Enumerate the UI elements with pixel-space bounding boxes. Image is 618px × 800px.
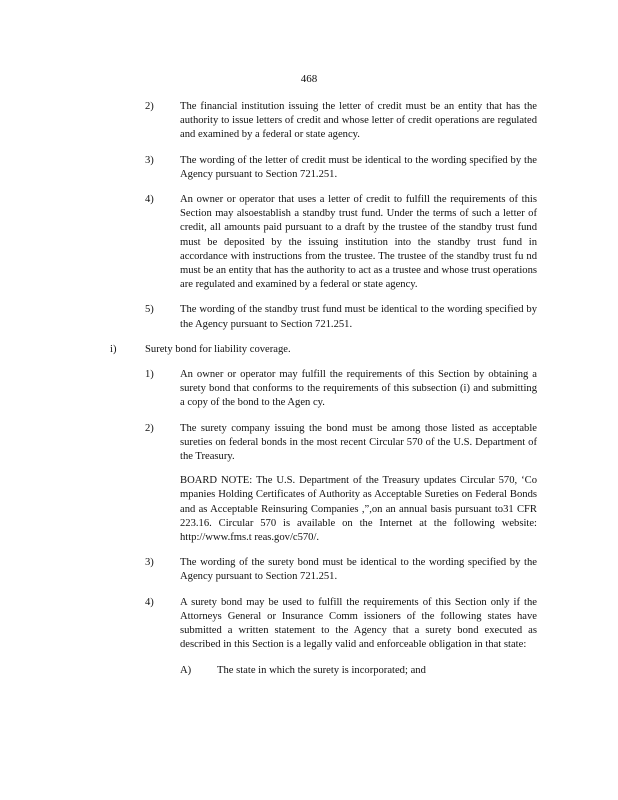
item-number: 1)	[145, 369, 154, 381]
item-text: A surety bond may be used to fulfill the requirements of this Section only if the Attorneys General or Insurance Comm issioners of the following states have submitted a written statement to the Agency that a surety bond executed as described in this Section is a legally valid and enforceable obligation in that state:	[180, 596, 537, 651]
list-item	[0, 596, 618, 653]
item-number: 4)	[145, 194, 154, 206]
section-title: Surety bond for liability coverage.	[145, 343, 291, 355]
item-text: The wording of the surety bond must be identical to the wording specified by the Agency pursuant to Section 721.251.	[180, 557, 537, 583]
item-number: 5)	[145, 304, 154, 316]
sub-item	[0, 664, 618, 678]
list-item	[0, 368, 618, 411]
item-text: The wording of the letter of credit must be identical to the wording specified by the Agency pursuant to Section 721.251.	[180, 154, 537, 180]
item-number: 2)	[145, 101, 154, 112]
item-number: 2)	[145, 422, 154, 434]
sub-item-text: The state in which the surety is incorporated; and	[217, 664, 426, 676]
board-note: BOARD NOTE: The U.S. Department of the Treasury updates Circular 570, ‘Co mpanies Holding Certificates of Authority as Acceptable Sureties on Federal Bonds and as Acceptable Reinsuring Companies ,”,on an annual basis pursuant to31 CFR 223.16. Circular 570 is available on the Internet at the following website: http://www.fms.t reas.gov/c570/.	[180, 475, 537, 544]
list-item	[0, 154, 618, 182]
document-body	[0, 100, 618, 689]
sub-item-letter: A)	[180, 664, 192, 676]
list-item	[0, 422, 618, 546]
list-item	[0, 193, 618, 292]
page-number: 468	[300, 73, 318, 85]
item-text: The financial institution issuing the letter of credit must be an entity that has the authority to issue letters of credit and whose letter of credit operations are regulated and examined by a federal or state agency.	[180, 101, 537, 141]
item-text: An owner or operator that uses a letter of credit to fulfill the requirements of this Section may alsoestablish a standby trust fund. Under the terms of such a letter of credit, all amounts paid pursuant to a draft by the trustee of the standby trust fund must be deposited by the issuing institution into the standby trust fund in accordance with instructions from the trustee. The trustee of the standby trust fu nd must be an entity that has the authority to act as a trustee and whose trust operations are regulated and examined by a federal or state agency.	[180, 194, 537, 291]
item-number: 3)	[145, 154, 154, 166]
item-text: An owner or operator may fulfill the requirements of this Section by obtaining a surety bond that conforms to the requirements of this subsection (i) and submitting a copy of the bond to the Agen cy.	[180, 369, 537, 409]
list-item	[0, 303, 618, 331]
list-item	[0, 556, 618, 584]
item-text: The wording of the standby trust fund must be identical to the wording specified by the Agency pursuant to Section 721.251.	[180, 304, 537, 330]
item-text: The surety company issuing the bond must be among those listed as acceptable sureties on federal bonds in the most recent Circular 570 of the U.S. Department of the Treasury.	[180, 422, 537, 463]
list-item	[0, 100, 618, 143]
item-number: 4)	[145, 596, 154, 608]
section-heading-i	[0, 343, 618, 357]
section-number: i)	[110, 343, 117, 355]
item-number: 3)	[145, 557, 154, 569]
